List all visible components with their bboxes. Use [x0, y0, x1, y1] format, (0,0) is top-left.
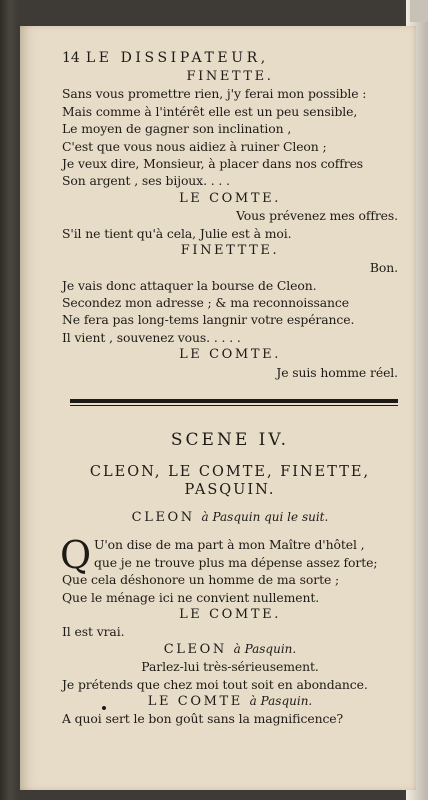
stage-direction: à Pasquin. [233, 641, 297, 656]
running-header [62, 48, 398, 68]
speaker-le-comte [62, 693, 398, 710]
verse-line: que je ne trouve plus ma dépense assez forte; [94, 554, 378, 570]
verse-line: C'est que vous nous aidiez à ruiner Cleon ; [62, 138, 327, 154]
verse-line: Son argent , ses bijoux. . . . [62, 173, 230, 189]
stage-direction: à Pasquin qui le suit. [201, 510, 329, 525]
verse-line: Je vais donc attaquer la bourse de Cleon. [62, 277, 317, 293]
verse-line: Vous prévenez mes offres. [236, 208, 398, 224]
verse-line: Le moyen de gagner son inclination , [62, 121, 292, 137]
scene-divider-rule [62, 381, 398, 423]
page-number: 14 [62, 50, 80, 66]
rule-thin [70, 405, 398, 406]
speaker-le-comte: LE COMTE. [179, 190, 281, 206]
speaker-finette: FINETTTE. [180, 242, 280, 258]
verse-line: Je prétends que chez moi tout soit en abondance. [62, 676, 368, 692]
page-text [62, 48, 398, 728]
verse-line: Je suis homme réel. [276, 364, 398, 380]
scene-heading: SCENE IV. [170, 430, 290, 451]
speaker-finette: FINETTE. [186, 69, 274, 84]
cast-list-line: CLEON, LE COMTE, FINETTE, [89, 464, 371, 481]
cast-list-line: PASQUIN. [184, 482, 276, 499]
speaker-cleon [62, 641, 398, 658]
verse-line: Il vient , souvenez vous. . . . . [62, 329, 241, 345]
verse-line: Il est vrai. [62, 624, 125, 640]
verse-line: Secondez mon adresse ; & ma reconnoissance [62, 295, 349, 311]
stage-direction: à Pasquin. [249, 693, 313, 708]
verse-line: Ne fera pas long-tems langnir votre espérance. [62, 312, 355, 328]
speaker-le-comte: LE COMTE. [179, 347, 281, 363]
speaker-name: LE COMTE [147, 693, 243, 709]
verse-line: A quoi sert le bon goût sans la magnificence? [62, 711, 344, 727]
speaker-name: CLEON [163, 641, 227, 657]
speaker-name: CLEON [131, 510, 195, 526]
running-title: LE DISSIPATEUR, [85, 50, 269, 66]
verse-line: U'on dise de ma part à mon Maître d'hôtel , [94, 537, 365, 553]
drop-cap: Q [60, 533, 92, 578]
scan-corner-tab [410, 0, 428, 22]
verse-line: Parlez-lui très-sérieusement. [141, 659, 319, 675]
verse-line: Je veux dire, Monsieur, à placer dans nos coffres [62, 155, 364, 171]
dropcap-paragraph [60, 533, 398, 606]
verse-line: S'il ne tient qu'à cela, Julie est à moi. [62, 225, 292, 241]
verse-line: Que le ménage ici ne convient nullement. [62, 589, 320, 605]
speaker-le-comte: LE COMTE. [179, 606, 281, 622]
verse-line: Que cela déshonore un homme de ma sorte ; [62, 572, 340, 588]
speaker-cleon [62, 509, 398, 526]
verse-line: Bon. [369, 260, 398, 276]
verse-line: Mais comme à l'intérêt elle est un peu sensible, [62, 103, 358, 119]
verse-line: Sans vous promettre rien, j'y ferai mon possible : [62, 86, 367, 102]
rule-thick [70, 399, 398, 403]
